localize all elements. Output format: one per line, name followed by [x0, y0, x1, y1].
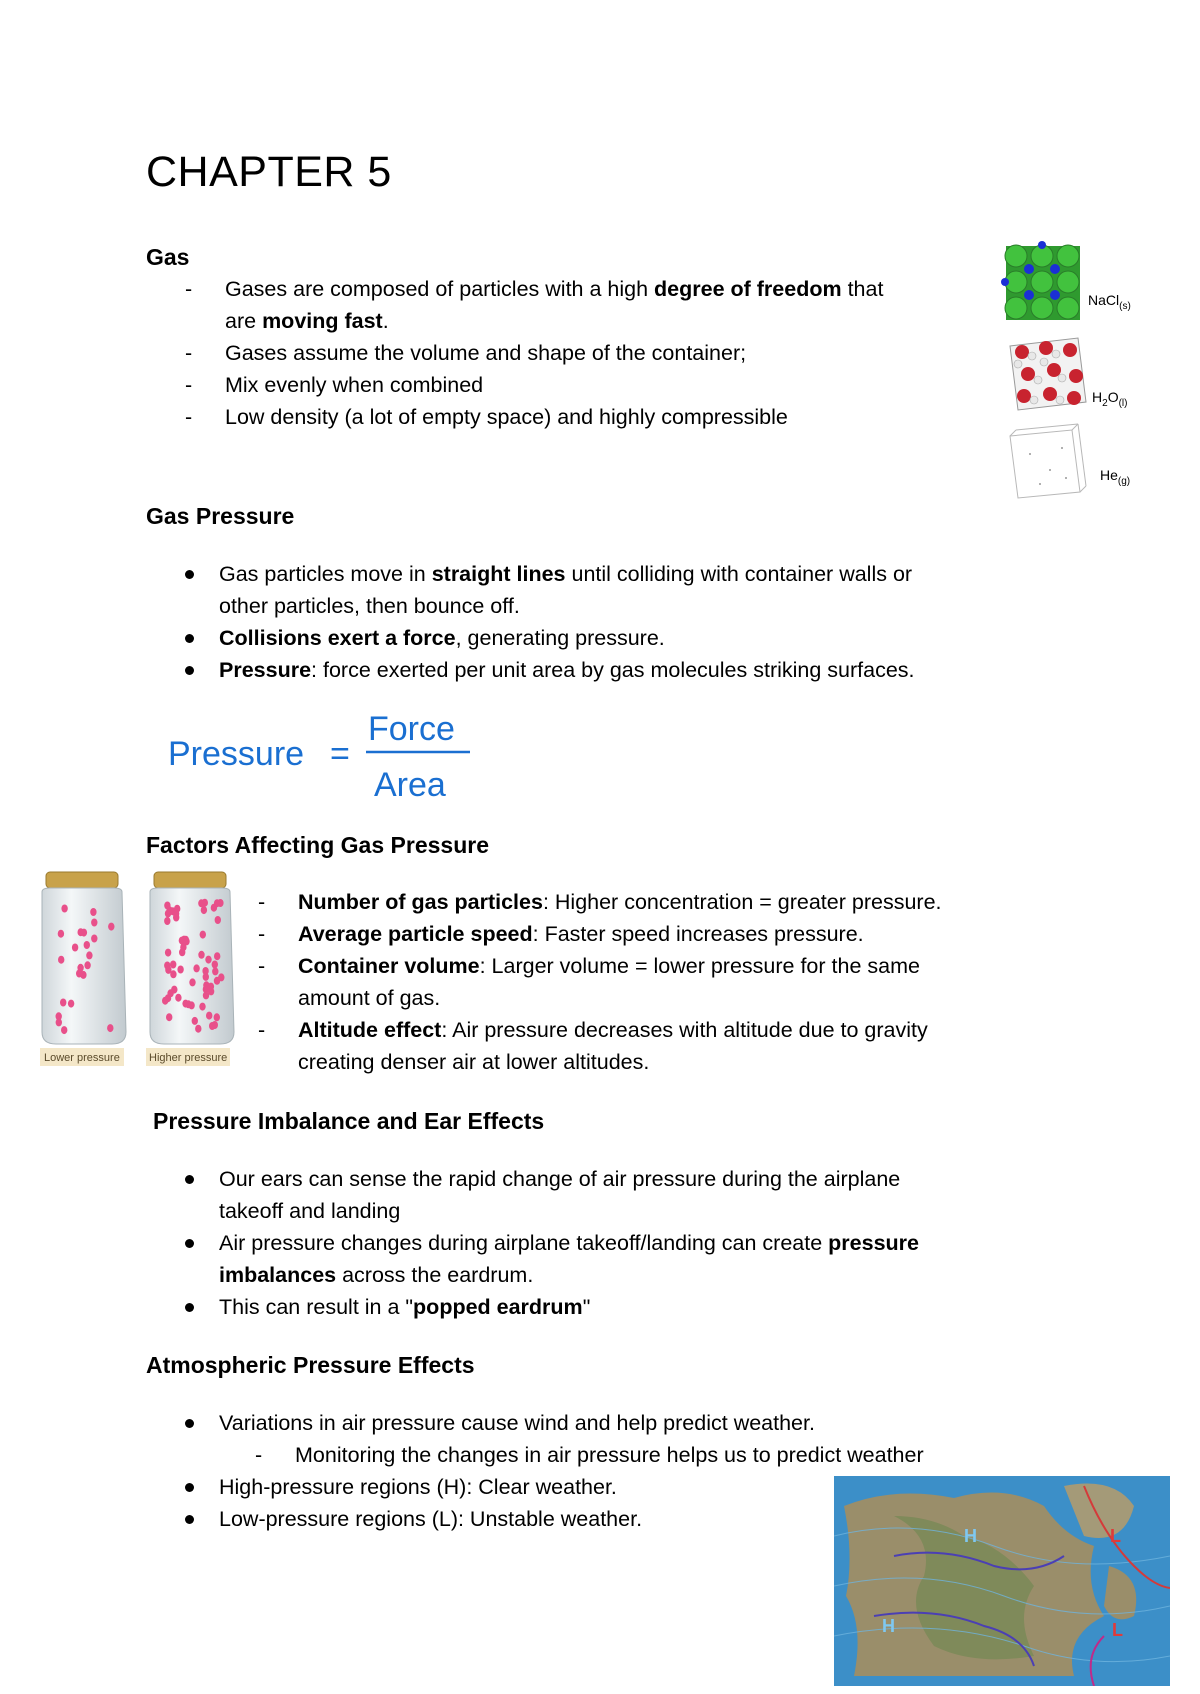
gas-particle: [91, 919, 97, 927]
water-molecules-image: [1010, 338, 1086, 410]
atmo-item-1: Variations in air pressure cause wind and help predict weather.: [219, 1411, 815, 1435]
atmo-subitem-1: - Monitoring the changes in air pressure helps us to predict weather: [255, 1443, 924, 1467]
bullet-icon: [185, 1515, 194, 1524]
pressure-item-2: Collisions exert a force, generating pressure.: [219, 626, 665, 650]
gas-particle: [218, 973, 224, 981]
gas-particle: [192, 1017, 198, 1025]
nacl-label: NaCl$_{(s)}$: [1088, 292, 1131, 312]
gas-particle: [202, 899, 208, 907]
gas-particle: [58, 956, 64, 964]
lower-pressure-jar: [42, 872, 126, 1044]
page-title: CHAPTER 5: [146, 148, 392, 196]
gas-particle: [86, 951, 92, 959]
bullet-icon: [185, 634, 194, 643]
gas-item-2: - Gases assume the volume and shape of the container;: [185, 341, 747, 365]
gas-particle: [199, 1003, 205, 1011]
gas-particle: [212, 961, 218, 969]
nacl-crystal-image: [1001, 241, 1080, 320]
gas-particle: [61, 905, 67, 913]
bullet-icon: [185, 1175, 194, 1184]
jars-figure: [36, 868, 258, 1068]
h2o-label: $H_2O_{(l)}$: [1092, 389, 1128, 409]
factor-item-1: - Number of gas particles: Higher concentration = greater pressure.: [258, 890, 942, 914]
gas-particle: [68, 1000, 74, 1008]
gas-particle: [202, 967, 208, 975]
states-of-matter-figure: [1000, 240, 1160, 520]
gas-particle: [60, 999, 66, 1007]
gas-item-4: - Low density (a lot of empty space) and highly compressible: [185, 405, 788, 429]
gas-particle: [78, 928, 84, 936]
gas-particle: [107, 1024, 113, 1032]
gas-particle: [175, 994, 181, 1002]
section-heading-gas-pressure: Gas Pressure: [146, 503, 295, 529]
atmo-item-3: Low-pressure regions (L): Unstable weather.: [219, 1507, 643, 1531]
formula-denominator: Area: [374, 766, 446, 804]
helium-gas-image: [1010, 424, 1086, 498]
he-label: $He_{(g)}$: [1100, 467, 1131, 487]
bullet-icon: [185, 1483, 194, 1492]
high-pressure-marker: H: [882, 1616, 895, 1636]
gas-particle: [165, 949, 171, 957]
gas-item-1: - Gases are composed of particles with a high degree of freedom that: [185, 273, 883, 305]
gas-particle: [90, 908, 96, 916]
factor-item-2: - Average particle speed: Faster speed increases pressure.: [258, 922, 864, 946]
gas-particle: [170, 961, 176, 969]
gas-particle: [214, 952, 220, 960]
pressure-formula: [164, 700, 484, 810]
low-pressure-marker: L: [1110, 1526, 1121, 1546]
factor-item-4-cont: creating denser air at lower altitudes.: [298, 1050, 650, 1074]
gas-particle: [209, 1022, 215, 1030]
pressure-item-1: Gas particles move in straight lines until colliding with container walls or: [219, 562, 913, 586]
pressure-item-3: Pressure: force exerted per unit area by gas molecules striking surfaces.: [219, 658, 915, 682]
gas-particle: [162, 997, 168, 1005]
bullet-icon: [185, 666, 194, 675]
pressure-item-1-cont: other particles, then bounce off.: [219, 594, 520, 618]
factor-item-4: - Altitude effect: Air pressure decreases with altitude due to gravity: [258, 1018, 928, 1042]
gas-item-3: - Mix evenly when combined: [185, 373, 484, 397]
bullet-icon: [185, 1303, 194, 1312]
gas-particle: [167, 989, 173, 997]
dash-marker: -: [185, 277, 193, 301]
gas-particle: [206, 1012, 212, 1020]
bullet-icon: [185, 570, 194, 579]
gas-particle: [189, 978, 195, 986]
higher-pressure-caption: Higher pressure: [149, 1052, 228, 1064]
bullet-icon: [185, 1239, 194, 1248]
bullet-icon: [185, 1419, 194, 1428]
gas-particle: [56, 1018, 62, 1026]
factor-item-3-cont: amount of gas.: [298, 986, 441, 1010]
lower-pressure-caption: Lower pressure: [44, 1052, 120, 1064]
section-heading-factors: Factors Affecting Gas Pressure: [146, 832, 489, 858]
gas-particle: [170, 970, 176, 978]
ear-item-3: This can result in a "popped eardrum": [219, 1295, 591, 1319]
formula-lhs: Pressure: [168, 735, 305, 773]
gas-particle: [214, 1013, 220, 1021]
section-heading-gas: Gas: [146, 244, 190, 270]
section-heading-atmospheric: Atmospheric Pressure Effects: [146, 1352, 475, 1378]
gas-item-1-cont: are moving fast.: [225, 309, 389, 333]
gas-particle: [208, 983, 214, 991]
gas-particle: [177, 966, 183, 974]
gas-particle: [76, 970, 82, 978]
low-pressure-marker: L: [1112, 1620, 1123, 1640]
gas-particle: [200, 931, 206, 939]
ear-item-1: Our ears can sense the rapid change of air pressure during the airplane: [219, 1167, 901, 1191]
gas-particle: [195, 1025, 201, 1033]
gas-particle: [166, 1013, 172, 1021]
gas-particle: [84, 941, 90, 949]
gas-particle: [61, 1026, 67, 1034]
gas-particle: [164, 917, 170, 925]
gas-particle: [170, 907, 176, 915]
gas-particle: [58, 930, 64, 938]
ear-item-2-cont: imbalances across the eardrum.: [219, 1263, 534, 1287]
gas-particle: [84, 961, 90, 969]
gas-particle: [181, 936, 187, 944]
gas-particle: [205, 956, 211, 964]
factor-item-3: - Container volume: Larger volume = lower pressure for the same: [258, 954, 920, 978]
gas-particle: [72, 944, 78, 952]
higher-pressure-jar: [150, 872, 234, 1044]
high-pressure-marker: H: [964, 1526, 977, 1546]
formula-numerator: Force: [368, 710, 455, 748]
weather-map-image: [834, 1476, 1170, 1686]
gas-particle: [180, 943, 186, 951]
section-heading-ear: Pressure Imbalance and Ear Effects: [153, 1108, 545, 1134]
gas-particle: [164, 902, 170, 910]
gas-particle: [215, 916, 221, 924]
ear-item-2: Air pressure changes during airplane takeoff/landing can create pressure: [219, 1231, 919, 1255]
gas-particle: [185, 1000, 191, 1008]
ear-item-1-cont: takeoff and landing: [219, 1199, 401, 1223]
gas-particle: [108, 923, 114, 931]
gas-particle: [198, 951, 204, 959]
gas-particle: [91, 935, 97, 943]
gas-particle: [203, 991, 209, 999]
gas-particle: [214, 899, 220, 907]
atmo-item-2: High-pressure regions (H): Clear weather.: [219, 1475, 617, 1499]
gas-particle: [212, 967, 218, 975]
formula-equals: =: [330, 735, 350, 773]
gas-particle: [201, 906, 207, 914]
gas-particle: [193, 964, 199, 972]
